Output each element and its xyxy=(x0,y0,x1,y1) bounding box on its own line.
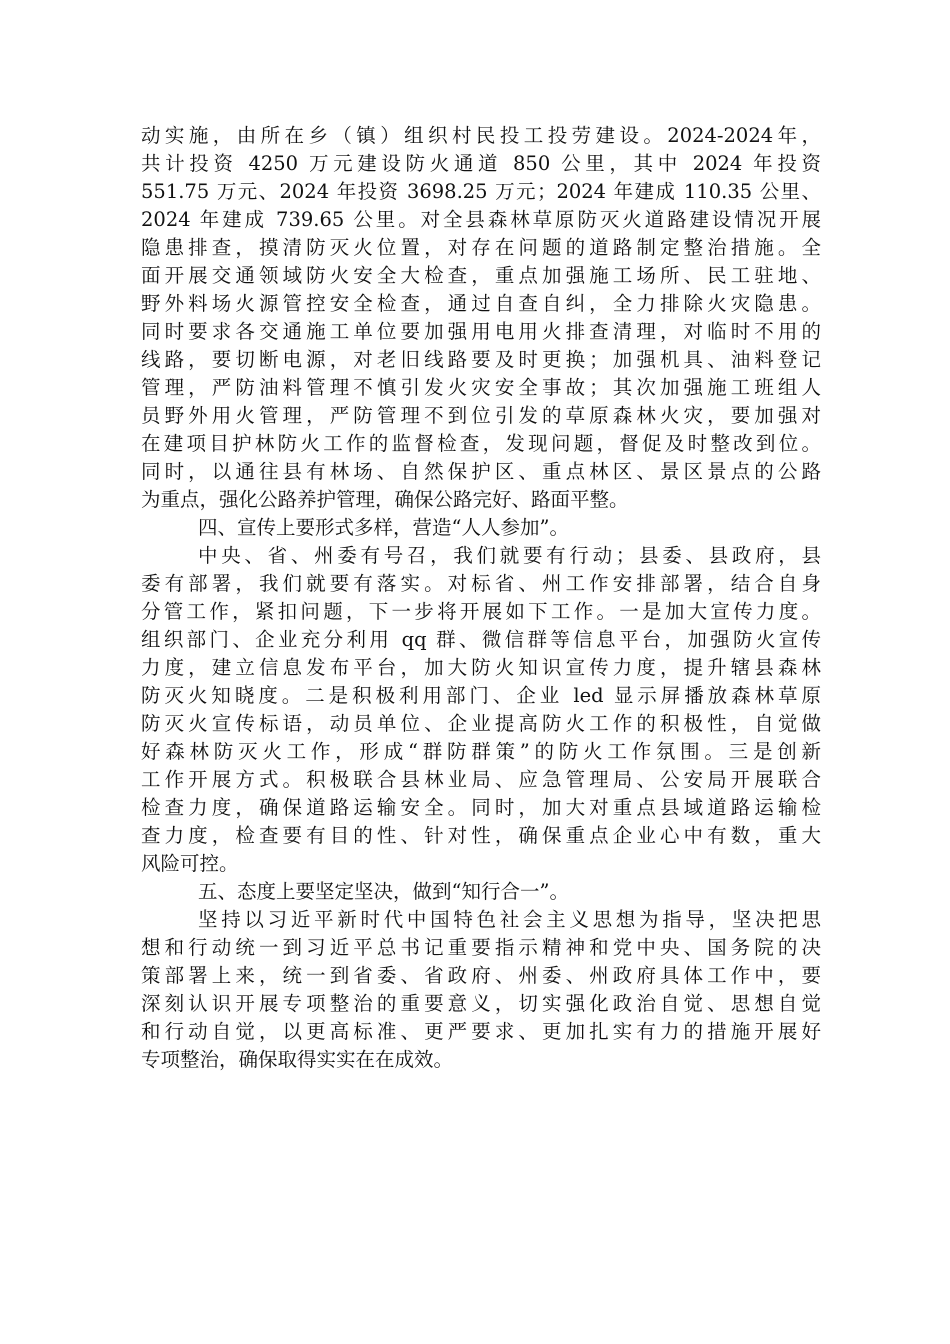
text-line: 分管工作，紧扣问题，下一步将开展如下工作。一是加大宣传力度。 xyxy=(141,600,821,623)
text-line: 策部署上来，统一到省委、省政府、州委、州政府具体工作中，要 xyxy=(141,964,821,987)
text-line: 线路，要切断电源，对老旧线路要及时更换；加强机具、油料登记 xyxy=(141,348,821,371)
paragraph xyxy=(141,542,821,878)
text-line: 工作开展方式。积极联合县林业局、应急管理局、公安局开展联合 xyxy=(141,768,821,791)
text-line: 力度，建立信息发布平台，加大防火知识宣传力度，提升辖县森林 xyxy=(141,656,821,679)
document-body xyxy=(141,122,821,1074)
text-line: 同时，以通往县有林场、自然保护区、重点林区、景区景点的公路 xyxy=(141,460,821,483)
text-line: 员野外用火管理，严防管理不到位引发的草原森林火灾，要加强对 xyxy=(141,404,821,427)
text-line: 坚持以习近平新时代中国特色社会主义思想为指导，坚决把思 xyxy=(198,908,821,931)
text-line: 防灭火宣传标语，动员单位、企业提高防火工作的积极性，自觉做 xyxy=(141,712,821,735)
text-line: 检查力度，确保道路运输安全。同时，加大对重点县域道路运输检 xyxy=(141,796,821,819)
text-line: 专项整治，确保取得实实在在成效。 xyxy=(141,1048,454,1071)
text-line: 和行动自觉，以更高标准、更严要求、更加扎实有力的措施开展好 xyxy=(141,1020,821,1043)
text-line: 风险可控。 xyxy=(141,852,239,875)
section-heading xyxy=(141,514,821,542)
text-line: 551.75 万元、2024 年投资 3698.25 万元；2024 年建成 110.35 公里、 xyxy=(141,180,821,203)
text-line: 深刻认识开展专项整治的重要意义，切实强化政治自觉、思想自觉 xyxy=(141,992,821,1015)
text-line: 委有部署，我们就要有落实。对标省、州工作安排部署，结合自身 xyxy=(141,572,821,595)
text-line: 查力度，检查要有目的性、针对性，确保重点企业心中有数，重大 xyxy=(141,824,821,847)
text-line: 为重点，强化公路养护管理，确保公路完好、路面平整。 xyxy=(141,488,629,511)
text-line: 在建项目护林防火工作的监督检查，发现问题，督促及时整改到位。 xyxy=(141,432,821,455)
section-heading xyxy=(141,878,821,906)
text-line: 同时要求各交通施工单位要加强用电用火排查清理，对临时不用的 xyxy=(141,320,821,343)
text-line: 好森林防灭火工作，形成“群防群策”的防火工作氛围。三是创新 xyxy=(141,740,821,763)
text-line: 面开展交通领域防火安全大检查，重点加强施工场所、民工驻地、 xyxy=(141,264,821,287)
text-line: 想和行动统一到习近平总书记重要指示精神和党中央、国务院的决 xyxy=(141,936,821,959)
text-line: 防灭火知晓度。二是积极利用部门、企业 led 显示屏播放森林草原 xyxy=(141,684,821,707)
text-line: 动实施，由所在乡（镇）组织村民投工投劳建设。2024-2024年， xyxy=(141,124,821,147)
text-line: 野外料场火源管控安全检查，通过自查自纠，全力排除火灾隐患。 xyxy=(141,292,821,315)
text-line: 中央、省、州委有号召，我们就要有行动；县委、县政府，县 xyxy=(198,544,821,567)
text-line: 共计投资 4250 万元建设防火通道 850 公里，其中 2024 年投资 xyxy=(141,152,821,175)
text-line: 四、宣传上要形式多样，营造“人人参加”。 xyxy=(198,516,569,539)
text-line: 2024 年建成 739.65 公里。对全县森林草原防灭火道路建设情况开展 xyxy=(141,208,821,231)
text-line: 管理，严防油料管理不慎引发火灾安全事故；其次加强施工班组人 xyxy=(141,376,821,399)
paragraph xyxy=(141,906,821,1074)
text-line: 五、态度上要坚定坚决，做到“知行合一”。 xyxy=(198,880,569,903)
paragraph xyxy=(141,122,821,514)
text-line: 组织部门、企业充分利用 qq 群、微信群等信息平台，加强防火宣传 xyxy=(141,628,821,651)
text-line: 隐患排查，摸清防灭火位置，对存在问题的道路制定整治措施。全 xyxy=(141,236,821,259)
